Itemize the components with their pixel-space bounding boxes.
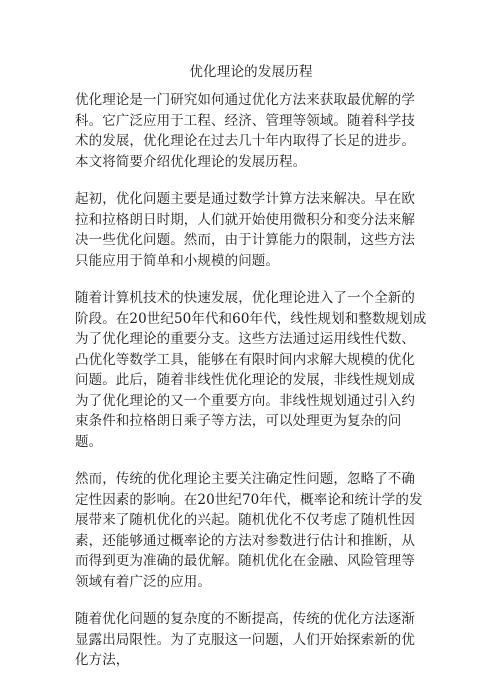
paragraph-intro: 优化理论是一门研究如何通过优化方法来获取最优解的学科。它广泛应用于工程、经济、管理等领域。随着科学技术的发展，优化理论在过去几十年内取得了长足的进步。本文将简要介绍优化理论的发展历程。 xyxy=(75,92,415,170)
document-body xyxy=(75,90,427,688)
paragraph-computer-era: 随着计算机技术的快速发展，优化理论进入了一个全新的阶段。在20世纪50年代和60年代，线性规划和整数规划成为了优化理论的重要分支。这些方法通过运用线性代数、凸优化等数学工具，能够在有限时间内求解大规模的优化问题。此后，随着非线性优化理论的发展，非线性规划成为了优化理论的又一个重要方向。非线性规划通过引入约束条件和拉格朗日乘子等方法，可以处理更为复杂的问题。 xyxy=(75,290,427,450)
document-title: 优化理论的发展历程 xyxy=(189,64,313,80)
paragraph-early-methods: 起初，优化问题主要是通过数学计算方法来解决。早在欧拉和拉格朗日时期，人们就开始使用微积分和变分法来解决一些优化问题。然而，由于计算能力的限制，这些方法只能应用于简单和小规模的问题。 xyxy=(75,191,415,269)
paragraph-new-methods: 随着优化问题的复杂度的不断提高，传统的优化方法逐渐显露出局限性。为了克服这一问题，人们开始探索新的优化方法， xyxy=(75,611,415,668)
paragraph-stochastic-optimization: 然而，传统的优化理论主要关注确定性问题，忽略了不确定性因素的影响。在20世纪70年代，概率论和统计学的发展带来了随机优化的兴起。随机优化不仅考虑了随机性因素，还能够通过概率论的方法对参数进行估计和推断，从而得到更为准确的最优解。随机优化在金融、风险管理等领域有着广泛的应用。 xyxy=(75,471,423,590)
